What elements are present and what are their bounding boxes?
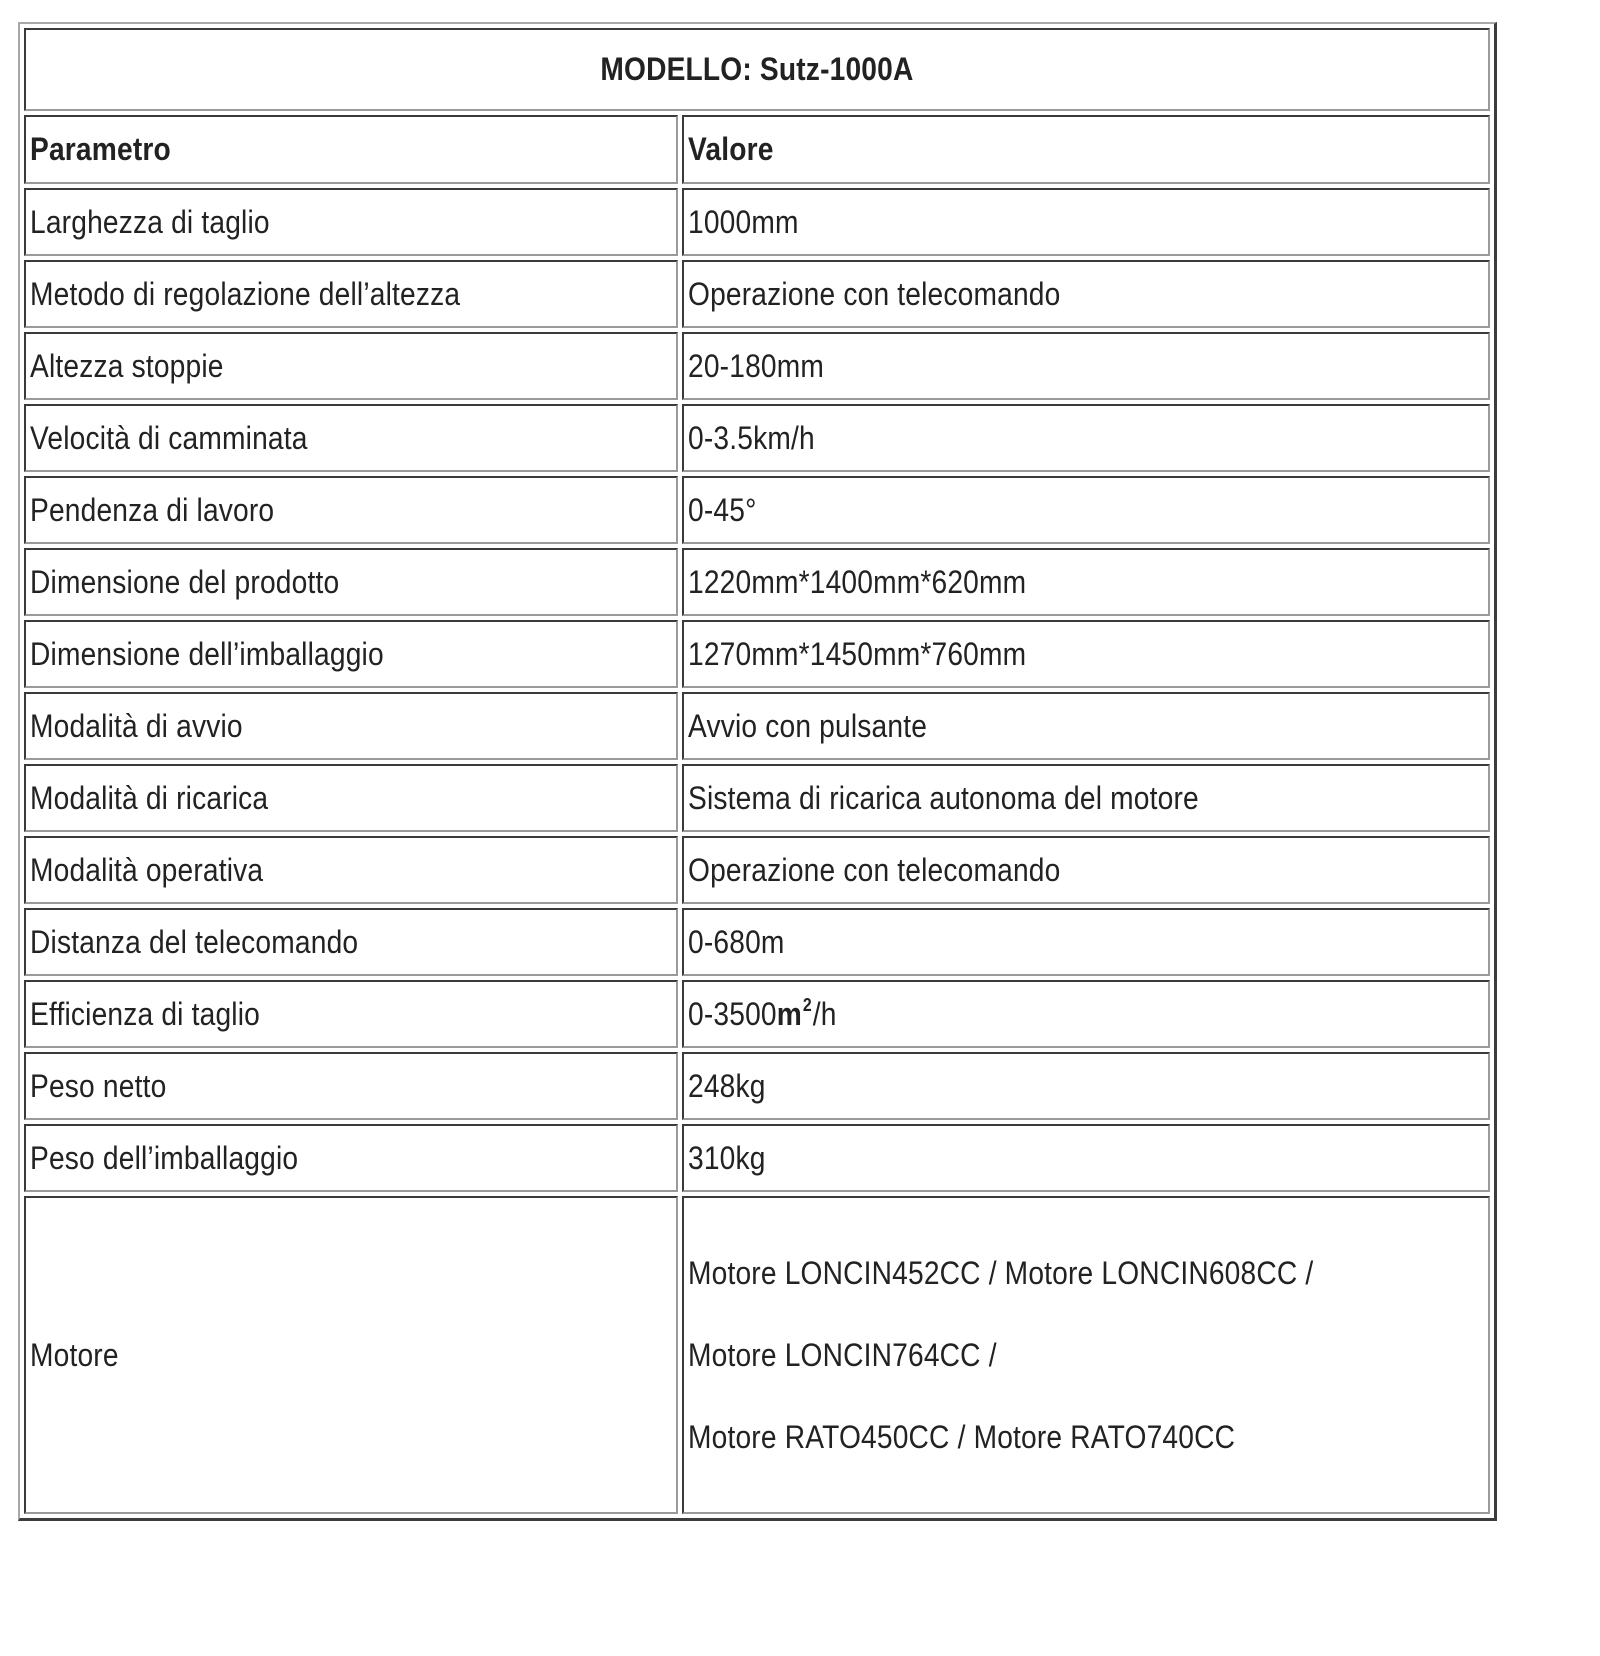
param-cell	[24, 908, 678, 976]
param-value: 1270mm*1450mm*760mm	[688, 635, 1027, 672]
param-cell	[24, 260, 678, 328]
value-number: 0-3500	[688, 995, 777, 1032]
param-label: Larghezza di taglio	[30, 203, 270, 240]
param-cell	[24, 188, 678, 256]
param-label: Modalità operativa	[30, 851, 264, 888]
param-cell	[24, 548, 678, 616]
param-value: 248kg	[688, 1067, 766, 1104]
param-value: 1000mm	[688, 203, 799, 240]
value-unit: m	[776, 995, 802, 1032]
param-label: Pendenza di lavoro	[30, 491, 275, 528]
table-row	[24, 404, 1490, 472]
motor-option-text: Motore LONCIN764CC /	[688, 1337, 997, 1373]
table-row	[24, 1124, 1490, 1192]
param-label: Distanza del telecomando	[30, 923, 359, 960]
param-cell	[24, 980, 678, 1048]
param-value	[688, 996, 837, 1033]
param-value: 0-680m	[688, 923, 785, 960]
value-cell	[682, 260, 1490, 328]
header-row	[24, 115, 1490, 184]
param-cell	[24, 1124, 678, 1192]
param-cell	[24, 404, 678, 472]
value-cell	[682, 1052, 1490, 1120]
param-cell	[24, 1196, 678, 1514]
header-param-cell	[24, 115, 678, 184]
spec-table	[18, 22, 1497, 1521]
motor-value-cell	[682, 1196, 1490, 1514]
table-row	[24, 260, 1490, 328]
table-row	[24, 692, 1490, 760]
header-value: Valore	[688, 131, 774, 167]
param-value: Sistema di ricarica autonoma del motore	[688, 779, 1199, 816]
param-value: Avvio con pulsante	[688, 707, 928, 744]
table-row	[24, 332, 1490, 400]
table-row	[24, 764, 1490, 832]
param-value: 0-3.5km/h	[688, 419, 815, 456]
table-row	[24, 476, 1490, 544]
param-label: Dimensione del prodotto	[30, 563, 340, 600]
table-row	[24, 980, 1490, 1048]
param-cell	[24, 476, 678, 544]
param-cell	[24, 836, 678, 904]
header-param: Parametro	[30, 131, 171, 167]
value-cell	[682, 764, 1490, 832]
value-suffix: /h	[812, 995, 837, 1032]
motor-option-line	[688, 1314, 1488, 1396]
param-value: 20-180mm	[688, 347, 825, 384]
value-cell	[682, 908, 1490, 976]
model-title: MODELLO: Sutz-1000A	[600, 51, 914, 87]
value-cell	[682, 404, 1490, 472]
param-label: Velocità di camminata	[30, 419, 308, 456]
motor-options	[688, 1232, 1488, 1478]
motor-row	[24, 1196, 1490, 1514]
motor-option-line	[688, 1396, 1488, 1478]
value-unit-exponent: 2	[802, 994, 812, 1015]
param-label: Altezza stoppie	[30, 347, 224, 384]
table-row	[24, 836, 1490, 904]
header-value-cell	[682, 115, 1490, 184]
param-label: Modalità di ricarica	[30, 779, 269, 816]
param-cell	[24, 332, 678, 400]
value-cell	[682, 476, 1490, 544]
value-cell	[682, 332, 1490, 400]
param-value: 310kg	[688, 1139, 766, 1176]
param-label: Peso netto	[30, 1067, 167, 1104]
table-row	[24, 908, 1490, 976]
param-label: Metodo di regolazione dell’altezza	[30, 275, 461, 312]
param-value: 1220mm*1400mm*620mm	[688, 563, 1027, 600]
param-cell	[24, 692, 678, 760]
param-cell	[24, 620, 678, 688]
table-row	[24, 620, 1490, 688]
motor-option-text: Motore LONCIN452CC / Motore LONCIN608CC /	[688, 1255, 1314, 1291]
param-label: Modalità di avvio	[30, 707, 243, 744]
param-label: Motore	[30, 1336, 119, 1373]
param-value: Operazione con telecomando	[688, 851, 1061, 888]
title-row	[24, 28, 1490, 111]
value-cell	[682, 188, 1490, 256]
value-cell	[682, 836, 1490, 904]
model-title-cell	[24, 28, 1490, 111]
param-cell	[24, 764, 678, 832]
value-cell	[682, 980, 1490, 1048]
table-row	[24, 548, 1490, 616]
param-value: 0-45°	[688, 491, 757, 528]
value-cell	[682, 548, 1490, 616]
param-label: Dimensione dell’imballaggio	[30, 635, 384, 672]
value-cell	[682, 620, 1490, 688]
motor-option-text: Motore RATO450CC / Motore RATO740CC	[688, 1419, 1236, 1455]
param-label: Peso dell’imballaggio	[30, 1139, 299, 1176]
table-row	[24, 188, 1490, 256]
table-row	[24, 1052, 1490, 1120]
motor-option-line	[688, 1232, 1488, 1314]
param-cell	[24, 1052, 678, 1120]
value-cell	[682, 692, 1490, 760]
value-cell	[682, 1124, 1490, 1192]
param-value: Operazione con telecomando	[688, 275, 1061, 312]
param-label: Efficienza di taglio	[30, 995, 260, 1032]
